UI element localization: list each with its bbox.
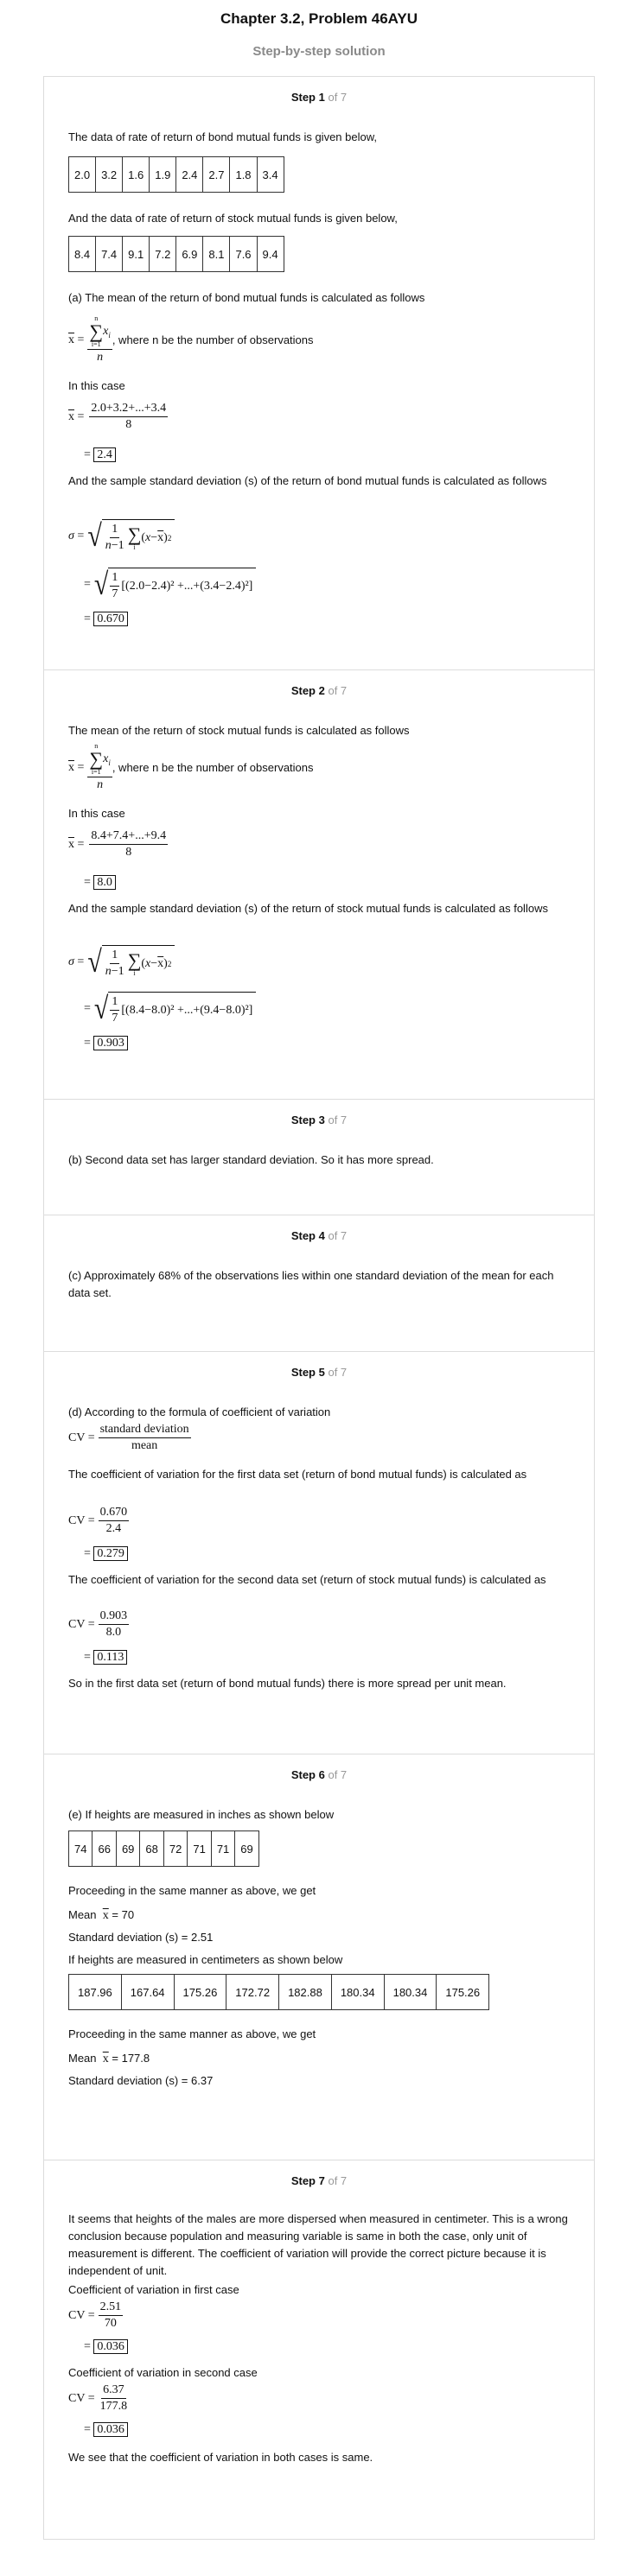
sd-result: = 0.903: [84, 1037, 128, 1050]
table-row: [69, 157, 284, 193]
page-title: Chapter 3.2, Problem 46AYU: [220, 10, 418, 27]
mean-denominator: 8: [125, 418, 132, 431]
step-text: Coefficient of variation in second case: [68, 2366, 258, 2379]
result-box: 0.903: [93, 1036, 128, 1050]
step-2: [44, 669, 594, 1099]
table-cell: 74: [69, 1831, 93, 1867]
step-count: of 7: [328, 91, 348, 104]
step-1: [44, 77, 594, 669]
step-text: The coefficient of variation for the second data set (return of stock mutual funds) is calculated as: [68, 1573, 546, 1586]
mean-formula-note: , where n be the number of observations: [112, 760, 314, 774]
sd-formula: σ = √ $\frac{1}{n-1}$ ∑ i ( x − $\overline{x}$ ) 2: [68, 945, 175, 980]
mean-numerator: 2.0+3.2+...+3.4: [89, 402, 168, 417]
step-label: Step 3: [290, 1114, 325, 1126]
table-cell: 69: [116, 1831, 139, 1867]
step-text: We see that the coefficient of variation in both cases is same.: [68, 2451, 373, 2464]
step-text: In this case: [68, 379, 125, 392]
step-text: In this case: [68, 807, 125, 820]
step-text: (c) Approximately 68% of the observations lies within one standard deviation of the mean for each data set.: [68, 1269, 554, 1299]
step-text: (a) The mean of the return of bond mutual funds is calculated as follows: [68, 291, 425, 304]
mean-result: = 2.4: [84, 448, 116, 462]
inches-data-table: [68, 1830, 259, 1867]
step-6: [44, 1754, 594, 2160]
mean-formula-note: , where n be the number of observations: [112, 333, 314, 346]
table-cell: 2.4: [176, 157, 203, 193]
table-cell: 7.2: [150, 237, 176, 272]
table-cell: 69: [235, 1831, 258, 1867]
cv-formula: CV = $\frac{\text{standard deviation}}{\text{mean}}$: [68, 1423, 189, 1452]
sd-result: = 0.670: [84, 612, 128, 626]
cv2-calc: CV = $\frac{0.903}{8.0}$: [68, 1609, 128, 1639]
step-header: [68, 670, 570, 700]
sd-expression: (2.0−2.4)² +...+(3.4−2.4)²: [125, 579, 249, 593]
mean-value: = 177.8: [112, 2052, 150, 2065]
cv-numerator: 0.670: [99, 1506, 130, 1521]
step-count: of 7: [328, 2174, 348, 2187]
cv-denominator: 177.8: [99, 2400, 128, 2413]
cv2-calc: CV = $\frac{6.37}{177.8}$: [68, 2383, 128, 2413]
cv1-result: = 0.036: [84, 2340, 128, 2354]
step-count: of 7: [328, 1768, 348, 1781]
step-text: Coefficient of variation in first case: [68, 2283, 239, 2296]
step-header: [68, 1352, 570, 1381]
table-cell: 175.26: [437, 1975, 489, 2010]
table-cell: 8.1: [203, 237, 230, 272]
cv-denominator: 8.0: [105, 1626, 122, 1639]
step-header: [68, 1215, 570, 1245]
result-box: 0.036: [93, 2422, 128, 2437]
table-cell: 6.9: [176, 237, 203, 272]
mean-numerator: 8.4+7.4+...+9.4: [89, 829, 168, 845]
step-header: [68, 77, 570, 106]
step-text: And the sample standard deviation (s) of the return of bond mutual funds is calculated as follows: [68, 474, 547, 487]
cv-numerator: 2.51: [99, 2300, 124, 2316]
table-cell: 7.6: [230, 237, 257, 272]
mean-denominator: 8: [125, 846, 132, 859]
table-cell: 175.26: [174, 1975, 226, 2010]
step-text: Standard deviation (s) = 2.51: [68, 1931, 214, 1944]
cv-denominator: 2.4: [105, 1522, 122, 1535]
result-box: 8.0: [93, 875, 116, 890]
stock-data-table: [68, 236, 284, 272]
table-cell: 172.72: [226, 1975, 279, 2010]
table-cell: 72: [163, 1831, 187, 1867]
table-cell: 66: [93, 1831, 116, 1867]
step-label: Step 2: [290, 684, 325, 697]
page-subtitle: Step-by-step solution: [252, 44, 386, 59]
cv1-calc: CV = $\frac{0.670}{2.4}$: [68, 1506, 128, 1535]
step-text: (d) According to the formula of coefficient of variation: [68, 1405, 331, 1418]
table-row: [69, 237, 284, 272]
step-text: It seems that heights of the males are more dispersed when measured in centimeter. This is a wrong conclusion because population and measuring variable is same in both the case, only unit of measurement is different. The coefficient of variation will provide the correct picture because it is independent of unit.: [68, 2212, 568, 2277]
step-3: [44, 1099, 594, 1215]
step-text: Proceeding in the same manner as above, we get: [68, 2027, 316, 2040]
step-5: [44, 1351, 594, 1754]
table-cell: 1.6: [123, 157, 150, 193]
step-count: of 7: [328, 684, 348, 697]
mean-result: = 8.0: [84, 876, 116, 890]
step-text: (b) Second data set has larger standard deviation. So it has more spread.: [68, 1153, 434, 1166]
cv1-calc: CV = $\frac{2.51}{70}$: [68, 2300, 122, 2330]
mean-formula: $\overline{x}$ = n ∑ i=1 $x_i$ n , where n be the number of observations: [68, 742, 314, 791]
bond-data-table: [68, 156, 284, 193]
cv-denominator: mean: [131, 1439, 158, 1452]
table-row: [69, 1831, 259, 1867]
step-text: Proceeding in the same manner as above, we get: [68, 1884, 316, 1897]
table-cell: 187.96: [69, 1975, 122, 2010]
mean-label: Mean: [68, 1908, 97, 1921]
table-cell: 9.4: [257, 237, 284, 272]
mean-calc: $\overline{x}$ = $\frac{2.0+3.2+...+3.4}{8}$: [68, 402, 167, 431]
sd-calc: = √ $\frac{1}{7}$ [ (2.0−2.4)² +...+(3.4−2.4)² ]: [84, 568, 256, 602]
step-4: [44, 1215, 594, 1351]
mean-value: = 70: [112, 1908, 135, 1921]
table-cell: 2.0: [69, 157, 96, 193]
step-7: [44, 2160, 594, 2539]
step-count: of 7: [328, 1229, 348, 1242]
mean-line: Mean $\overline{x} = 70$: [68, 1908, 135, 1922]
step-label: Step 5: [290, 1366, 325, 1379]
step-text: If heights are measured in centimeters as shown below: [68, 1953, 343, 1966]
cv2-result: = 0.113: [84, 1651, 127, 1665]
table-cell: 182.88: [279, 1975, 332, 2010]
result-box: 0.279: [93, 1546, 128, 1561]
cv2-result: = 0.036: [84, 2423, 128, 2437]
step-text: (e) If heights are measured in inches as shown below: [68, 1808, 335, 1821]
table-row: [69, 1975, 489, 2010]
cv-denominator: 70: [104, 2317, 117, 2330]
table-cell: 1.9: [150, 157, 176, 193]
step-text: The mean of the return of stock mutual funds is calculated as follows: [68, 724, 410, 737]
result-box: 2.4: [93, 447, 116, 462]
table-cell: 7.4: [96, 237, 123, 272]
result-box: 0.113: [93, 1650, 127, 1665]
step-label: Step 4: [290, 1229, 325, 1242]
table-cell: 3.2: [96, 157, 123, 193]
solution-card: [43, 76, 595, 2540]
table-cell: 8.4: [69, 237, 96, 272]
table-cell: 167.64: [121, 1975, 174, 2010]
step-text: Standard deviation (s) = 6.37: [68, 2074, 214, 2087]
mean-label: Mean: [68, 2052, 97, 2065]
header: [0, 0, 638, 59]
step-label: Step 6: [290, 1768, 325, 1781]
sd-calc: = √ $\frac{1}{7}$ [ (8.4−8.0)² +...+(9.4−8.0)² ]: [84, 992, 256, 1026]
step-header: [68, 1100, 570, 1129]
mean-calc: $\overline{x}$ = $\frac{8.4+7.4+...+9.4}{8}$: [68, 829, 167, 859]
table-cell: 180.34: [384, 1975, 437, 2010]
table-cell: 9.1: [123, 237, 150, 272]
cv-numerator: 6.37: [101, 2383, 126, 2399]
mean-formula: $\overline{x}$ = n ∑ i=1 $x_i$ n , where n be the number of observations: [68, 314, 314, 364]
result-box: 0.036: [93, 2339, 128, 2354]
step-label: Step 7: [290, 2174, 325, 2187]
table-cell: 3.4: [257, 157, 284, 193]
step-text: The data of rate of return of bond mutual funds is given below,: [68, 130, 377, 143]
cv1-result: = 0.279: [84, 1547, 128, 1561]
result-box: 0.670: [93, 612, 128, 626]
cv-numerator: 0.903: [99, 1609, 130, 1625]
step-text: And the data of rate of return of stock mutual funds is given below,: [68, 212, 398, 225]
cm-data-table: [68, 1974, 489, 2010]
step-header: [68, 2160, 570, 2190]
sd-expression: (8.4−8.0)² +...+(9.4−8.0)²: [125, 1003, 249, 1017]
step-text: So in the first data set (return of bond mutual funds) there is more spread per unit mean.: [68, 1677, 507, 1690]
table-cell: 180.34: [331, 1975, 384, 2010]
step-count: of 7: [328, 1366, 348, 1379]
sd-formula: σ = √ $\frac{1}{n-1}$ ∑ i ( x − $\overline{x}$ ) 2: [68, 519, 175, 554]
step-count: of 7: [328, 1114, 348, 1126]
cv-numerator: standard deviation: [99, 1423, 191, 1438]
step-label: Step 1: [290, 91, 325, 104]
table-cell: 71: [188, 1831, 211, 1867]
table-cell: 1.8: [230, 157, 257, 193]
step-text: The coefficient of variation for the first data set (return of bond mutual funds) is calculated as: [68, 1468, 527, 1481]
step-header: [68, 1754, 570, 1784]
mean-line: Mean $\overline{x} = 177.8$: [68, 2052, 150, 2065]
step-text: And the sample standard deviation (s) of the return of stock mutual funds is calculated as follows: [68, 902, 548, 915]
table-cell: 71: [211, 1831, 234, 1867]
table-cell: 2.7: [203, 157, 230, 193]
table-cell: 68: [140, 1831, 163, 1867]
